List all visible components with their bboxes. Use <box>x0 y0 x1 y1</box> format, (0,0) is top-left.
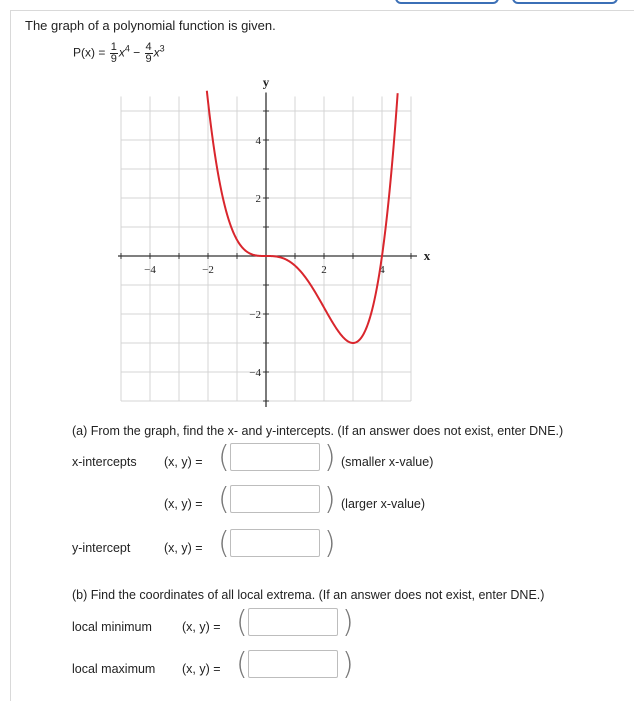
x-intercept-smaller-input[interactable] <box>230 443 320 471</box>
local-maximum-label: local maximum <box>72 662 156 676</box>
x-tick-label: −2 <box>202 264 214 276</box>
term2-exp: 3 <box>159 43 165 54</box>
fraction-1-den: 9 <box>110 53 117 65</box>
close-paren: ) <box>324 440 336 475</box>
y-tick-label: −2 <box>249 309 261 321</box>
x-tick-label: 4 <box>379 264 385 276</box>
y-tick-label: 4 <box>255 135 261 147</box>
x-intercepts-label: x-intercepts <box>72 455 137 469</box>
x-intercept-larger-input[interactable] <box>230 485 320 513</box>
xy-label-max: (x, y) = <box>182 662 221 676</box>
y-axis-label: y <box>262 74 270 90</box>
part-a-prompt: (a) From the graph, find the x- and y-intercepts. (If an answer does not exist, enter DNE.) <box>72 424 564 438</box>
smaller-x-hint: (smaller x-value) <box>341 455 434 469</box>
larger-x-hint: (larger x-value) <box>341 497 426 511</box>
y-tick-label: −4 <box>249 367 261 379</box>
open-paren: ( <box>218 440 230 475</box>
xy-label-y-int: (x, y) = <box>164 541 203 555</box>
open-paren: ( <box>236 647 248 682</box>
fraction-2-num: 4 <box>145 41 152 53</box>
open-paren: ( <box>218 482 230 517</box>
fraction-1-num: 1 <box>110 41 117 53</box>
fraction-2-den: 9 <box>145 53 152 65</box>
local-minimum-label: local minimum <box>72 620 152 634</box>
x-tick-label: −4 <box>144 264 156 276</box>
top-bar <box>0 0 633 10</box>
top-tab-button-right[interactable] <box>512 0 618 4</box>
part-b-prompt: (b) Find the coordinates of all local extrema. (If an answer does not exist, enter DNE.) <box>72 588 545 602</box>
close-paren: ) <box>342 647 354 682</box>
xy-label-x-small: (x, y) = <box>164 455 203 469</box>
y-intercept-label: y-intercept <box>72 541 131 555</box>
top-tab-button-left[interactable] <box>395 0 499 4</box>
close-paren: ) <box>324 526 336 561</box>
problem-intro: The graph of a polynomial function is given. <box>25 18 276 33</box>
open-paren: ( <box>218 526 230 561</box>
open-paren: ( <box>236 605 248 640</box>
x-tick-label: 2 <box>321 264 327 276</box>
local-maximum-input[interactable] <box>248 650 338 678</box>
close-paren: ) <box>342 605 354 640</box>
xy-label-min: (x, y) = <box>182 620 221 634</box>
polynomial-formula <box>73 42 165 65</box>
x-axis-label: x <box>423 248 431 263</box>
term1-exp: 4 <box>124 43 130 54</box>
xy-label-x-large: (x, y) = <box>164 497 203 511</box>
close-paren: ) <box>324 482 336 517</box>
y-tick-label: 2 <box>255 193 261 205</box>
fraction-1 <box>110 42 118 65</box>
term2-var: x <box>153 45 160 60</box>
y-intercept-input[interactable] <box>230 529 320 557</box>
fraction-2 <box>145 42 153 65</box>
local-minimum-input[interactable] <box>248 608 338 636</box>
formula-lhs: P(x) = <box>73 45 106 60</box>
minus-sign: − <box>133 45 141 60</box>
term1-var: x <box>118 45 125 60</box>
polynomial-curve <box>207 91 398 343</box>
polynomial-graph <box>110 74 431 416</box>
